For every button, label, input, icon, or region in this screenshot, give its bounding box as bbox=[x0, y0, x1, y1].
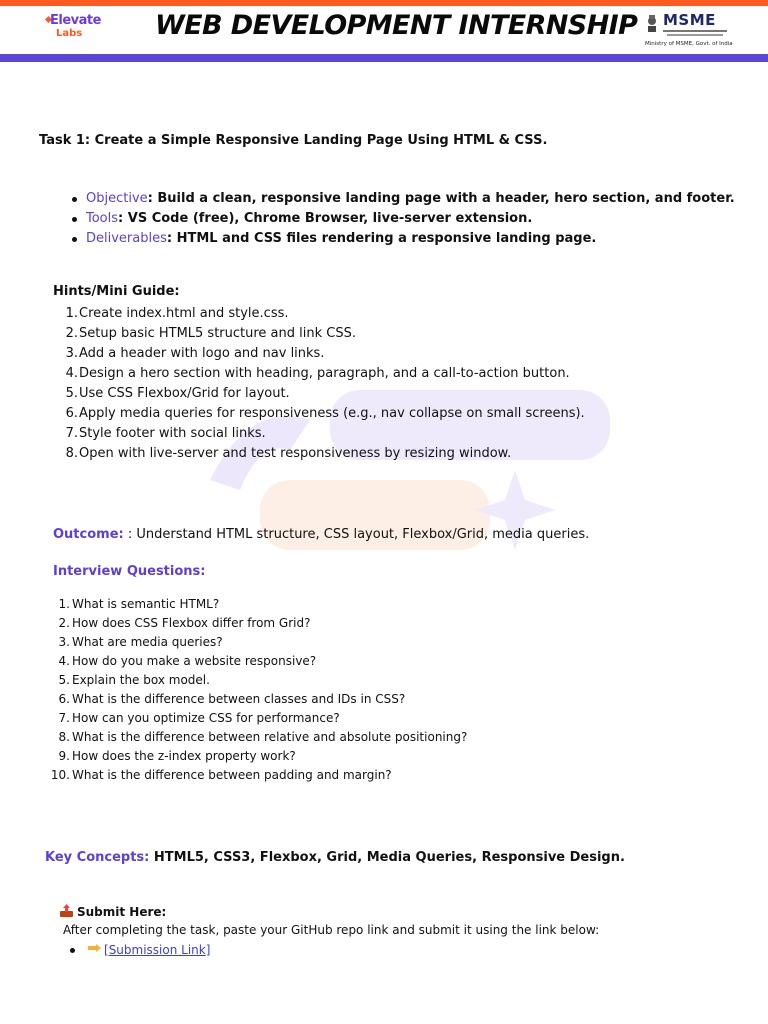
outcome-label: Outcome: bbox=[53, 527, 124, 542]
hint-item: Style footer with social links. bbox=[79, 426, 266, 441]
question-item: What is the difference between relative and absolute positioning? bbox=[72, 730, 468, 744]
outcome-line bbox=[53, 527, 589, 543]
tools-line bbox=[86, 211, 532, 227]
submission-link-line[interactable] bbox=[104, 942, 210, 958]
list-number: 7. bbox=[65, 426, 78, 441]
hint-item: Add a header with logo and nav links. bbox=[79, 346, 325, 361]
list-number: 1. bbox=[58, 597, 70, 611]
list-number: 3. bbox=[58, 635, 70, 649]
objective-text: : Build a clean, responsive landing page with a header, hero section, and footer. bbox=[147, 191, 735, 206]
interview-heading: Interview Questions: bbox=[53, 564, 206, 579]
question-item: What is the difference between classes and IDs in CSS? bbox=[72, 692, 406, 706]
key-concepts-text: HTML5, CSS3, Flexbox, Grid, Media Queries, Responsive Design. bbox=[149, 850, 625, 865]
list-number: 2. bbox=[65, 326, 78, 341]
bullet-dot bbox=[72, 237, 77, 242]
objective-label: Objective bbox=[86, 191, 148, 206]
bullet-dot bbox=[70, 948, 75, 953]
elevate-labs-logo bbox=[46, 13, 116, 47]
pointing-hand-icon bbox=[87, 942, 102, 954]
deliverables-text: : HTML and CSS files rendering a responsive landing page. bbox=[166, 231, 597, 246]
ministry-caption: Ministry of MSME, Govt. of India bbox=[645, 41, 733, 47]
hint-item: Setup basic HTML5 structure and link CSS. bbox=[79, 326, 356, 341]
list-number: 1. bbox=[65, 306, 78, 321]
list-number: 8. bbox=[65, 446, 78, 461]
question-item: What is the difference between padding and margin? bbox=[72, 768, 392, 782]
hint-item: Design a hero section with heading, paragraph, and a call-to-action button. bbox=[79, 366, 570, 381]
question-item: Explain the box model. bbox=[72, 673, 210, 687]
bullet-dot bbox=[72, 197, 77, 202]
submission-link[interactable]: Submission Link bbox=[108, 943, 206, 957]
question-item: How does the z-index property work? bbox=[72, 749, 296, 763]
list-number: 8. bbox=[58, 730, 70, 744]
question-item: What are media queries? bbox=[72, 635, 223, 649]
logo-line2: Labs bbox=[56, 28, 83, 39]
tools-text: : VS Code (free), Chrome Browser, live-server extension. bbox=[118, 211, 533, 226]
list-number: 7. bbox=[58, 711, 70, 725]
list-number: 10. bbox=[50, 768, 70, 782]
list-number: 2. bbox=[58, 616, 70, 630]
question-item: How do you make a website responsive? bbox=[72, 654, 317, 668]
submit-heading: Submit Here: bbox=[77, 905, 167, 919]
list-number: 5. bbox=[58, 673, 70, 687]
logo-line1: Elevate bbox=[50, 13, 101, 28]
deliverables-label: Deliverables bbox=[86, 231, 167, 246]
bullet-dot bbox=[72, 217, 77, 222]
list-number: 5. bbox=[65, 386, 78, 401]
bracket-close: ] bbox=[205, 943, 211, 957]
page-title: WEB DEVELOPMENT INTERNSHIP bbox=[155, 10, 638, 41]
key-concepts-line bbox=[45, 850, 625, 866]
msme-wordmark: MSME bbox=[663, 11, 716, 29]
list-number: 6. bbox=[65, 406, 78, 421]
msme-subtitle-graphic bbox=[663, 29, 727, 37]
tools-label: Tools bbox=[86, 211, 119, 226]
list-number: 6. bbox=[58, 692, 70, 706]
list-number: 3. bbox=[65, 346, 78, 361]
question-item: How does CSS Flexbox differ from Grid? bbox=[72, 616, 311, 630]
hints-heading: Hints/Mini Guide: bbox=[53, 284, 180, 299]
key-concepts-label: Key Concepts: bbox=[45, 850, 150, 865]
task-title: Task 1: Create a Simple Responsive Landing Page Using HTML & CSS. bbox=[39, 133, 548, 148]
question-item: What is semantic HTML? bbox=[72, 597, 220, 611]
question-item: How can you optimize CSS for performance? bbox=[72, 711, 340, 725]
msme-logo bbox=[645, 12, 733, 52]
list-number: 9. bbox=[58, 749, 70, 763]
list-number: 4. bbox=[65, 366, 78, 381]
hint-item: Create index.html and style.css. bbox=[79, 306, 289, 321]
hint-item: Use CSS Flexbox/Grid for layout. bbox=[79, 386, 290, 401]
submit-instruction: After completing the task, paste your GitHub repo link and submit it using the link below: bbox=[63, 923, 600, 937]
hint-item: Open with live-server and test responsiveness by resizing window. bbox=[79, 446, 512, 461]
outcome-text: : Understand HTML structure, CSS layout, Flexbox/Grid, media queries. bbox=[123, 527, 590, 542]
deliverables-line bbox=[86, 231, 596, 247]
outbox-tray-icon bbox=[59, 903, 74, 918]
bracket-open: [ bbox=[104, 943, 109, 957]
national-emblem-icon bbox=[645, 12, 659, 34]
hint-item: Apply media queries for responsiveness (e.g., nav collapse on small screens). bbox=[79, 406, 585, 421]
header-bottom-stripe bbox=[0, 54, 768, 62]
list-number: 4. bbox=[58, 654, 70, 668]
objective-line bbox=[86, 191, 735, 207]
